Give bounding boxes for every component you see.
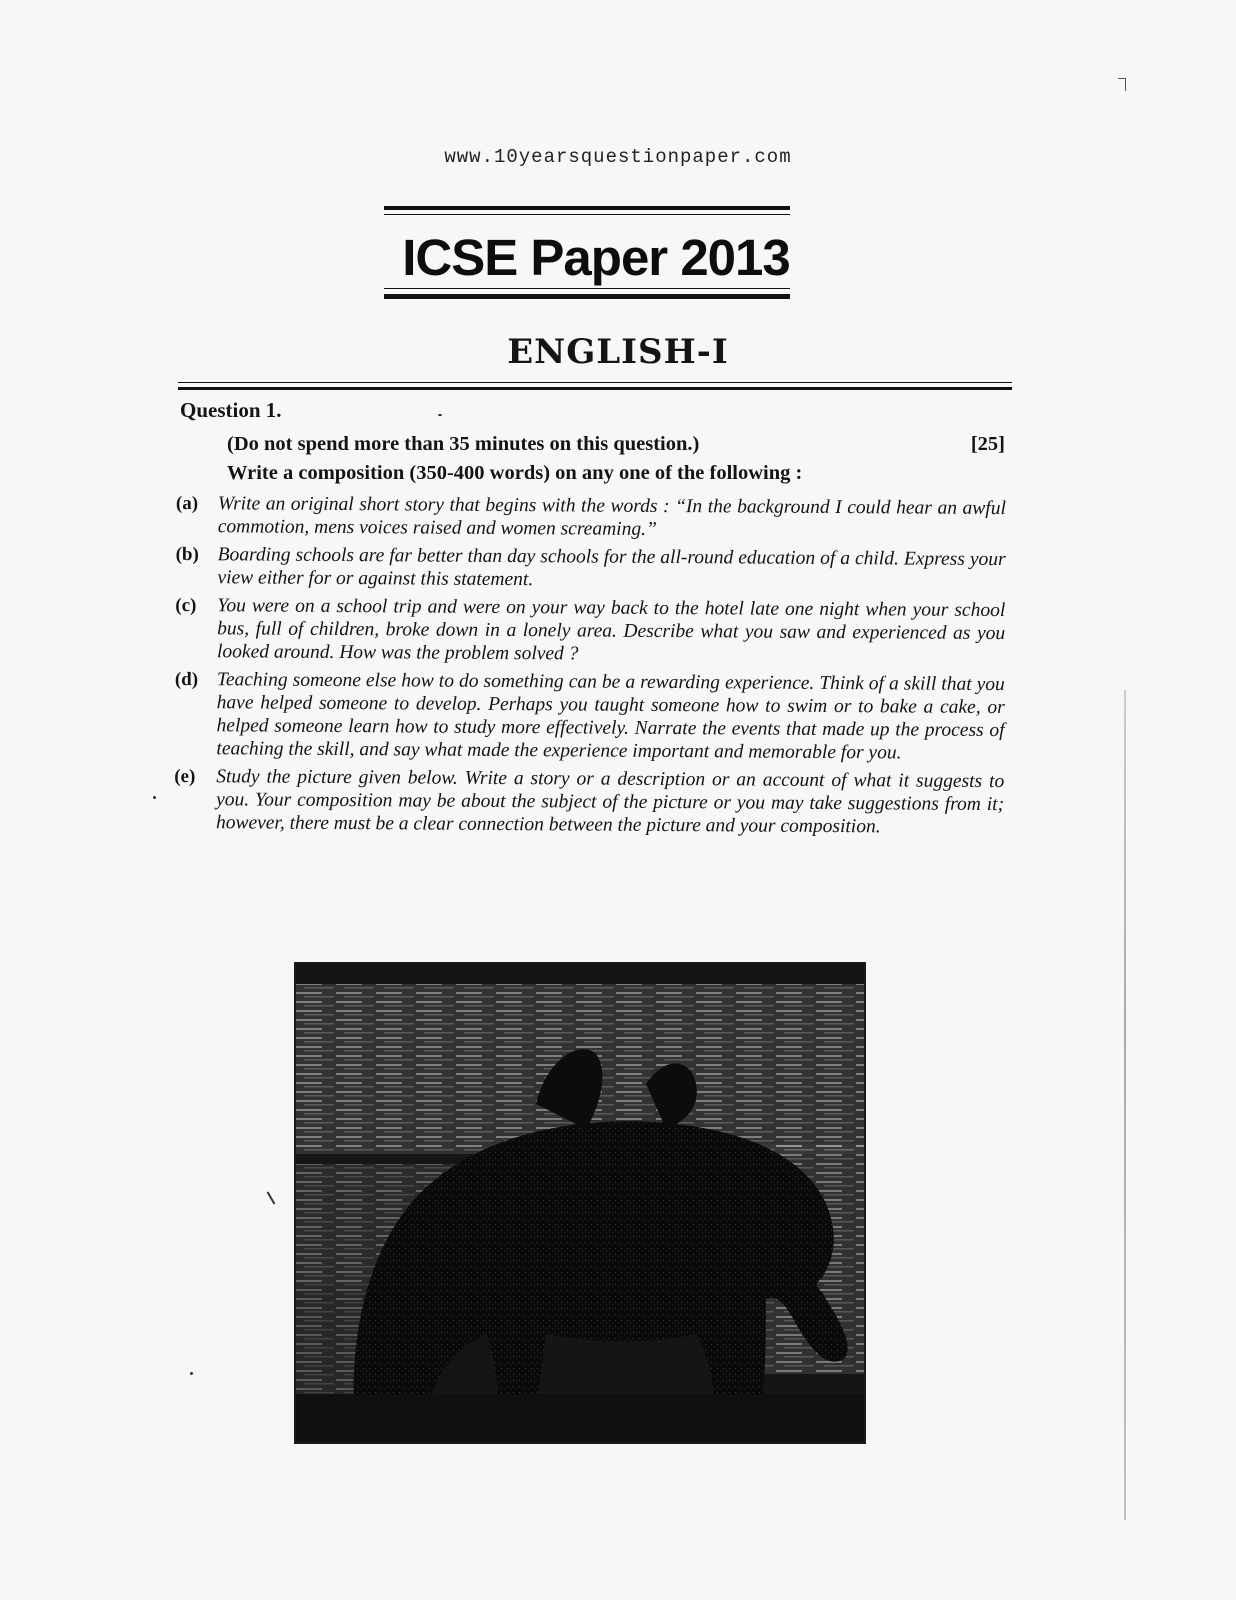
question-heading: Question 1. — [180, 398, 282, 422]
option-item — [174, 668, 1005, 765]
options-list — [174, 492, 1006, 844]
option-item — [175, 543, 1005, 594]
time-note: (Do not spend more than 35 minutes on this question.) — [227, 433, 700, 455]
option-text: Write an original short story that begins with the words : “In the background I could hear an awful commotion, mens voices raised and women screaming.” — [217, 493, 1006, 540]
option-label: (a) — [175, 492, 199, 515]
title-rule-bottom-thin — [384, 288, 790, 289]
scan-speck — [190, 1372, 193, 1375]
scan-corner-mark — [1118, 78, 1126, 91]
subject-title: ENGLISH-I — [507, 332, 729, 372]
option-text: Teaching someone else how to do something can be a rewarding experience. Think of a skill that you have helped someone to develop. Perhaps you taught someone how to swim or to bake a cake, or helped someone learn how to study more effectively. Narrate the events that made up the process of teaching the skill, and say what made the experience important and memorable for you. — [216, 669, 1005, 764]
elephant-photo-illustration — [296, 964, 864, 1442]
option-text: Study the picture given below. Write a story or a description or an account of what it suggests to you. Your composition may be about the subject of the picture or you may take suggestions from it; however, there must be a clear connection between the picture and your composition. — [215, 766, 1005, 838]
option-item — [176, 492, 1006, 543]
option-text: You were on a school trip and were on your way back to the hotel late one night when your school bus, full of children, broke down in a lonely area. Describe what you saw and experienced as you looked around. How was the problem solved ? — [216, 595, 1006, 665]
title-rule-top — [384, 206, 790, 210]
option-label: (c) — [175, 594, 197, 617]
option-label: (e) — [174, 765, 196, 788]
option-label: (b) — [175, 543, 199, 566]
question-note — [227, 433, 1005, 456]
option-text: Boarding schools are far better than day schools for the all-round education of a child. Express your view either for or against this statement. — [217, 544, 1006, 591]
scan-speck — [153, 796, 156, 799]
scan-edge-line — [1124, 690, 1126, 1520]
option-item — [175, 594, 1005, 668]
marks-badge: [25] — [970, 433, 1005, 455]
title-rule-top-thin — [384, 214, 790, 215]
question-instruction: Write a composition (350-400 words) on any one of the following : — [227, 462, 803, 484]
section-rule-thick — [178, 387, 1012, 390]
option-label: (d) — [174, 668, 199, 691]
option-item — [174, 765, 1004, 839]
elephant-picture — [294, 962, 866, 1444]
website-url: www.10yearsquestionpaper.com — [444, 146, 792, 168]
scan-speck — [267, 1191, 276, 1204]
title-rule-bottom — [384, 294, 790, 299]
section-rule-thin — [178, 382, 1012, 383]
scan-speck — [438, 414, 442, 416]
paper-title: ICSE Paper 2013 — [402, 229, 790, 286]
